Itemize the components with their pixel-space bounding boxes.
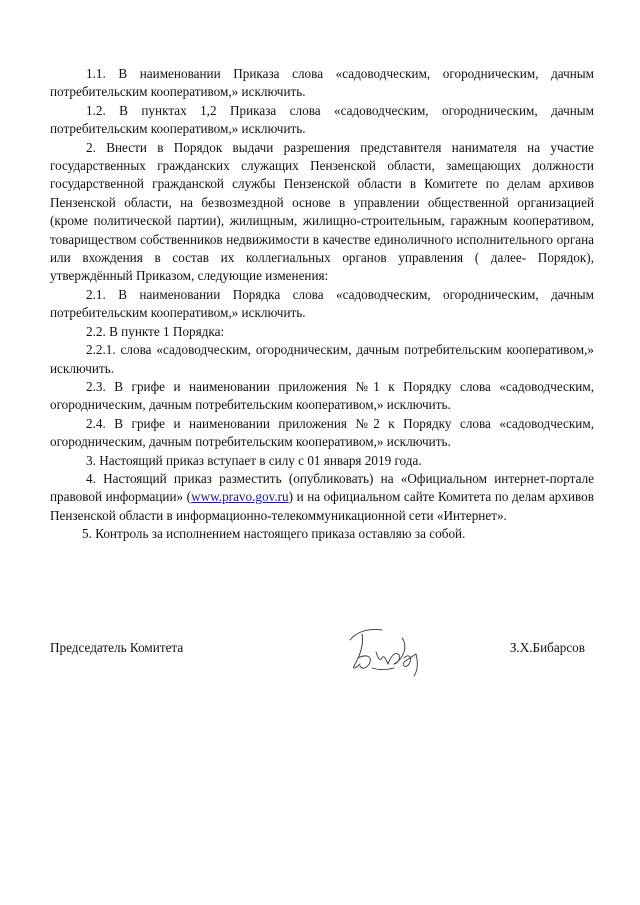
paragraph-2-2-1: 2.2.1. слова «садоводческим, огородническим, дачным потребительским кооперативом,» исключить. <box>50 342 594 376</box>
paragraph-2-3: 2.3. В грифе и наименовании приложения №1 к Порядку слова «садоводческим, огородническим, дачным потребительским кооперативом,» исключить. <box>50 378 594 413</box>
paragraph-1-1: 1.1. В наименовании Приказа слова «садоводческим, огородническим, дачным потребительским кооперативом,» исключить. <box>50 66 594 100</box>
paragraph-2-4: 2.4. В грифе и наименовании приложения №2 к Порядку слова «садоводческим, огородническим, дачным потребительским кооперативом,» исключить. <box>50 415 594 450</box>
handwritten-signature-icon <box>342 618 442 678</box>
paragraph-2: 2. Внести в Порядок выдачи разрешения представителя нанимателя на участие государственных гражданских служащих Пензенской области, замещающих должности государственной гражданской службы Пензенской области в Комитете по делам архивов Пензенской области, на безвозмездной основе в управлении общественной организацией (кроме политической партии), жилищным, жилищно-строительным, гаражным кооперативом, товариществом собственников недвижимости в качестве единоличного исполнительного органа или вхождения в состав их коллегиальных органов управления ( далее- Порядок), утверждённый Приказом, следующие изменения: <box>50 139 594 284</box>
paragraph-4-before: 4. Настоящий приказ разместить (опубликовать) на «Официальном интернет-портале правовой информации» ( <box>50 470 594 505</box>
paragraph-1-2: 1.2. В пунктах 1,2 Приказа слова «садоводческим, огородническим, дачным потребительским кооперативом,» исключить. <box>50 102 594 137</box>
signatory-name: З.Х.Бибарсов <box>509 640 585 655</box>
signature-block <box>50 640 594 680</box>
paragraph-5: 5. Контроль за исполнением настоящего приказа оставляю за собой. <box>82 526 466 542</box>
paragraph-4-after: ) и на официальном сайте Комитета по делам архивов Пензенской области в информационно-телекоммуникационной сети «Интернет». <box>50 489 594 523</box>
signatory-title: Председатель Комитета <box>50 640 184 655</box>
paragraph-2-1: 2.1. В наименовании Порядка слова «садоводческим, огородническим, дачным потребительским кооперативом,» исключить. <box>50 286 594 321</box>
paragraph-3: 3. Настоящий приказ вступает в силу с 01 января 2019 года. <box>86 452 422 468</box>
document-body <box>50 65 594 544</box>
paragraph-2-2: 2.2. В пункте 1 Порядка: <box>86 323 225 339</box>
pravo-link[interactable]: www.pravo.gov.ru <box>191 489 289 505</box>
paragraph-4 <box>50 470 594 525</box>
